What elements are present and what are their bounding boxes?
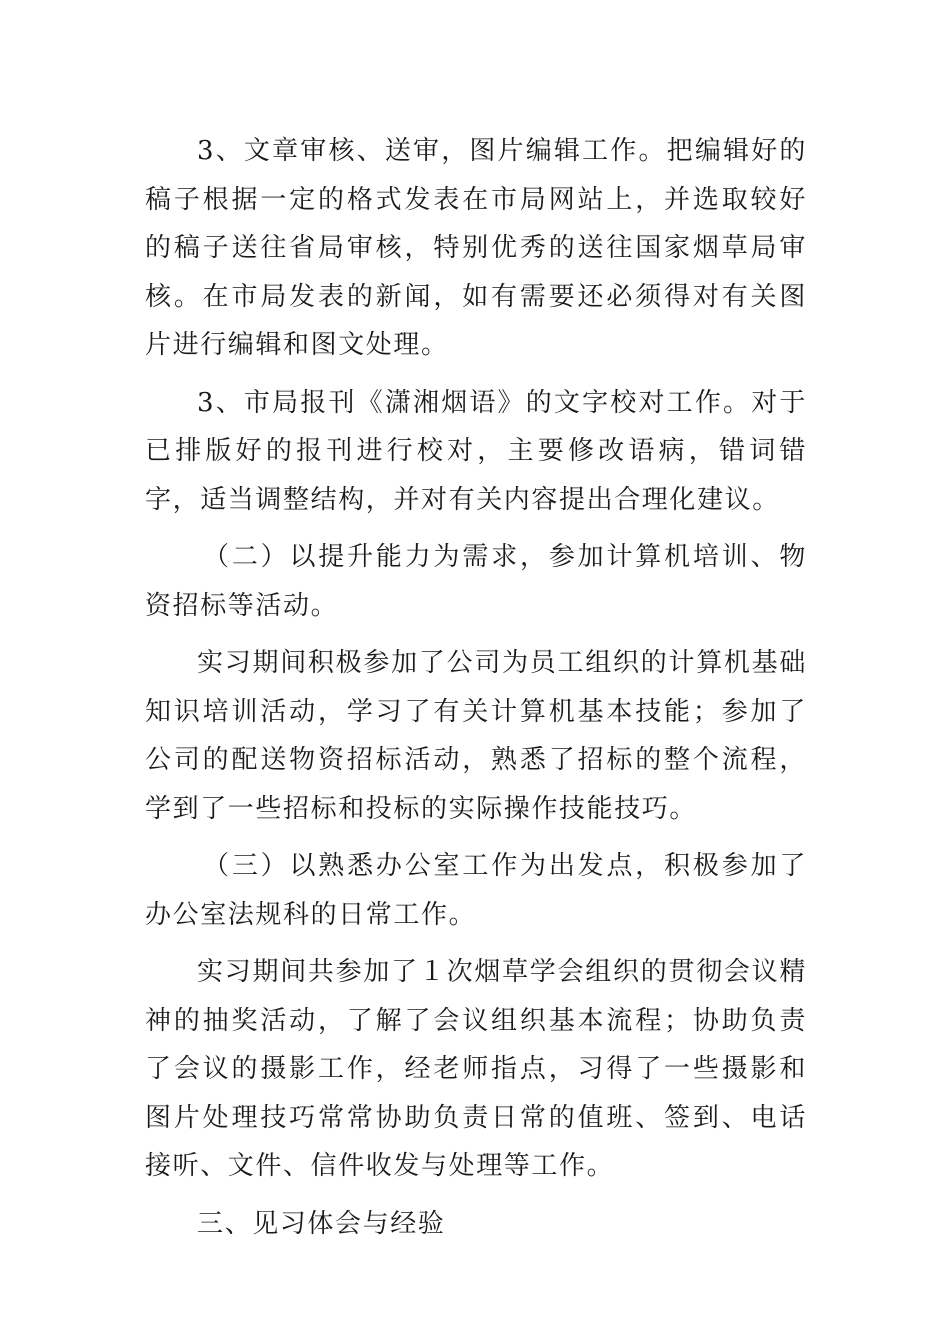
paragraph-proofreading: 3、市局报刊《潇湘烟语》的文字校对工作。对于已排版好的报刊进行校对，主要修改语病，错词错字，适当调整结构，并对有关内容提出合理化建议。 [145,387,807,515]
document-body [145,127,807,1257]
section-heading-office-work: （三）以熟悉办公室工作为出发点，积极参加了办公室法规科的日常工作。 [145,851,807,930]
paragraph-article-review: 3、文章审核、送审，图片编辑工作。把编辑好的稿子根据一定的格式发表在市局网站上，并选取较好的稿子送往省局审核，特别优秀的送往国家烟草局审核。在市局发表的新闻，如有需要还必须得对有关图片进行编辑和图文处理。 [145,136,807,360]
section-heading-experience: 三、见习体会与经验 [197,1208,446,1239]
section-heading-training: （二）以提升能力为需求，参加计算机培训、物资招标等活动。 [145,542,807,621]
paragraph-training: 实习期间积极参加了公司为员工组织的计算机基础知识培训活动，学习了有关计算机基本技能；参加了公司的配送物资招标活动，熟悉了招标的整个流程，学到了一些招标和投标的实际操作技能技巧。 [145,648,807,824]
paragraph-office-work: 实习期间共参加了１次烟草学会组织的贯彻会议精神的抽奖活动，了解了会议组织基本流程；协助负责了会议的摄影工作，经老师指点，习得了一些摄影和图片处理技巧常常协助负责日常的值班、签到、电话接听、文件、信件收发与处理等工作。 [145,957,807,1181]
